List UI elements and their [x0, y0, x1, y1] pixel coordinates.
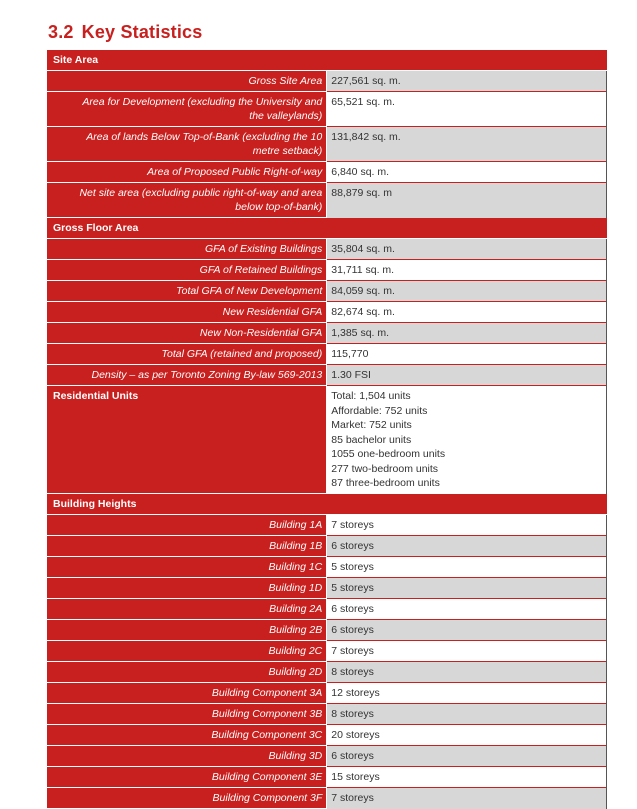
table-row	[47, 662, 607, 683]
units-line: 277 two-bedroom units	[331, 462, 439, 475]
row-label: New Residential GFA	[47, 302, 327, 323]
row-value: 6 storeys	[327, 536, 607, 557]
row-label: Building Component 3F	[47, 788, 327, 809]
row-value: 7 storeys	[327, 515, 607, 536]
section-header-residential-units: Residential Units	[47, 386, 327, 494]
section-header-row	[47, 218, 607, 239]
table-row	[47, 599, 607, 620]
section-header-building-heights: Building Heights	[47, 494, 607, 515]
row-value: 1.30 FSI	[327, 365, 607, 386]
section-header-site-area: Site Area	[47, 50, 607, 71]
residential-units-values	[327, 386, 607, 494]
row-label: New Non-Residential GFA	[47, 323, 327, 344]
table-row	[47, 323, 607, 344]
page-title	[48, 22, 202, 43]
units-line: Affordable: 752 units	[331, 404, 428, 417]
section-title: Key Statistics	[81, 22, 203, 42]
row-value: 5 storeys	[327, 578, 607, 599]
table-row	[47, 704, 607, 725]
table-row	[47, 746, 607, 767]
row-label: Building 2C	[47, 641, 327, 662]
table-row	[47, 281, 607, 302]
section-number: 3.2	[48, 22, 74, 42]
row-value: 5 storeys	[327, 557, 607, 578]
row-label: Gross Site Area	[47, 71, 327, 92]
row-label: Area of Proposed Public Right-of-way	[47, 162, 327, 183]
row-value: 6 storeys	[327, 599, 607, 620]
table-row	[47, 302, 607, 323]
table-row	[47, 725, 607, 746]
row-value: 65,521 sq. m.	[327, 92, 607, 127]
units-line: 85 bachelor units	[331, 433, 412, 446]
row-label: Building 1C	[47, 557, 327, 578]
row-label: Net site area (excluding public right-of-way and area below top-of-bank)	[47, 183, 327, 218]
table-row	[47, 127, 607, 162]
row-label: Total GFA of New Development	[47, 281, 327, 302]
row-value: 82,674 sq. m.	[327, 302, 607, 323]
table-row	[47, 620, 607, 641]
units-line: 1055 one-bedroom units	[331, 448, 446, 460]
table-row	[47, 557, 607, 578]
table-row	[47, 683, 607, 704]
row-value: 6,840 sq. m.	[327, 162, 607, 183]
row-value: 7 storeys	[327, 788, 607, 809]
units-line: 87 three-bedroom units	[331, 477, 440, 489]
section-header-row	[47, 50, 607, 71]
table-row	[47, 536, 607, 557]
row-label: Building Component 3E	[47, 767, 327, 788]
table-row	[47, 162, 607, 183]
row-label: Building Component 3B	[47, 704, 327, 725]
row-label: Building 2D	[47, 662, 327, 683]
row-value: 8 storeys	[327, 662, 607, 683]
units-line: Total: 1,504 units	[331, 390, 411, 402]
row-label: Building Component 3C	[47, 725, 327, 746]
row-label: Area for Development (excluding the University and the valleylands)	[47, 92, 327, 127]
row-value: 7 storeys	[327, 641, 607, 662]
table-row	[47, 578, 607, 599]
row-value: 227,561 sq. m.	[327, 71, 607, 92]
row-label: Building 1D	[47, 578, 327, 599]
row-value: 35,804 sq. m.	[327, 239, 607, 260]
row-label: Building 2B	[47, 620, 327, 641]
table-row	[47, 183, 607, 218]
row-label: Building 1B	[47, 536, 327, 557]
table-row	[47, 92, 607, 127]
row-value: 12 storeys	[327, 683, 607, 704]
row-value: 20 storeys	[327, 725, 607, 746]
table-row	[47, 239, 607, 260]
key-statistics-table	[47, 50, 607, 809]
row-label: Density – as per Toronto Zoning By-law 569-2013	[47, 365, 327, 386]
table-row	[47, 71, 607, 92]
row-value: 131,842 sq. m.	[327, 127, 607, 162]
section-header-row	[47, 494, 607, 515]
units-line: Market: 752 units	[331, 419, 412, 431]
residential-units-row	[47, 386, 607, 494]
row-value: 1,385 sq. m.	[327, 323, 607, 344]
table-row	[47, 344, 607, 365]
row-value: 6 storeys	[327, 746, 607, 767]
table-row	[47, 365, 607, 386]
row-label: Building 2A	[47, 599, 327, 620]
table-row	[47, 767, 607, 788]
row-label: Building Component 3A	[47, 683, 327, 704]
row-label: GFA of Existing Buildings	[47, 239, 327, 260]
row-label: GFA of Retained Buildings	[47, 260, 327, 281]
row-value: 6 storeys	[327, 620, 607, 641]
row-value: 8 storeys	[327, 704, 607, 725]
row-value: 15 storeys	[327, 767, 607, 788]
row-value: 88,879 sq. m	[327, 183, 607, 218]
row-label: Total GFA (retained and proposed)	[47, 344, 327, 365]
table-row	[47, 260, 607, 281]
row-value: 84,059 sq. m.	[327, 281, 607, 302]
section-header-gross-floor-area: Gross Floor Area	[47, 218, 607, 239]
row-label: Building 3D	[47, 746, 327, 767]
row-label: Area of lands Below Top-of-Bank (excluding the 10 metre setback)	[47, 127, 327, 162]
row-value: 115,770	[327, 344, 607, 365]
row-label: Building 1A	[47, 515, 327, 536]
table-row	[47, 515, 607, 536]
table-row	[47, 641, 607, 662]
row-value: 31,711 sq. m.	[327, 260, 607, 281]
table-row	[47, 788, 607, 809]
